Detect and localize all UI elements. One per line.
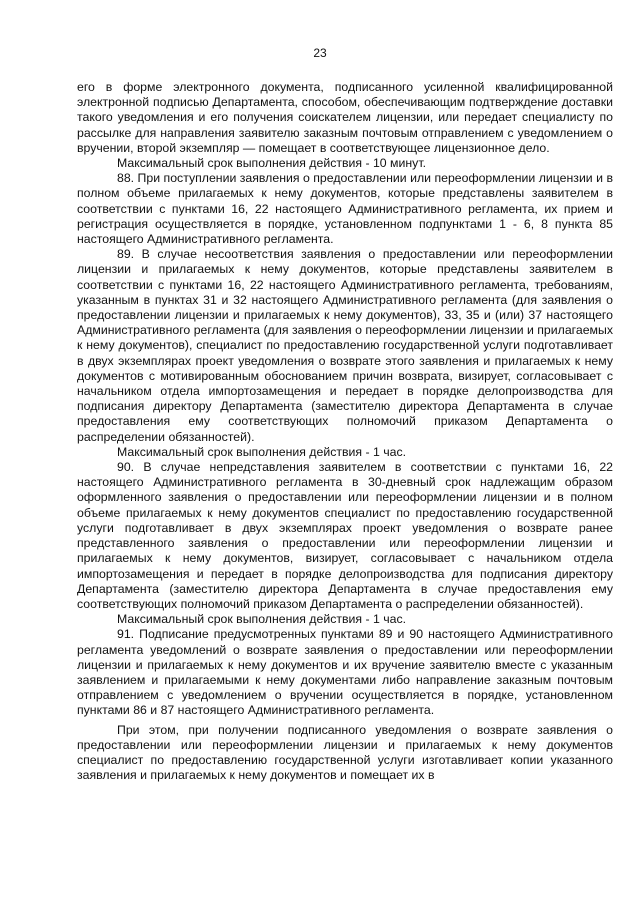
document-body (77, 80, 613, 783)
paragraph: Максимальный срок выполнения действия - 10 минут. (117, 156, 427, 171)
paragraph: 88. При поступлении заявления о предоставлении или переоформлении лицензии и в полном объеме прилагаемых к нему документов, которые представлены заявителем в соответствии с пунктами 16, 22 настоящего Административного регламента, их прием и регистрация осуществляется в порядке, установленном подпунктами 1 - 6, 8 пункта 85 настоящего Административного регламента. (77, 171, 613, 247)
page-number: 23 (313, 46, 327, 60)
paragraph: При этом, при получении подписанного уведомления о возврате заявления о предоставлении или переоформлении лицензии и прилагаемых к нему документов специалист по предоставлению государственной услуги изготавливает копии указанного заявления и прилагаемых к нему документов и помещает их в (77, 722, 613, 783)
paragraph: Максимальный срок выполнения действия - 1 час. (117, 444, 407, 459)
paragraph: 91. Подписание предусмотренных пунктами 89 и 90 настоящего Административного регламента уведомлений о возврате заявления о предоставлении или переоформлении лицензии и прилагаемых к нему документов и их вручение заявителю вместе с указанным заявлением и прилагаемыми к нему документами либо направление заказным почтовым отправлением с уведомлением о вручении осуществляется в порядке, установленном пунктами 86 и 87 настоящего Административного регламента. (77, 627, 613, 718)
paragraph: Максимальный срок выполнения действия - 1 час. (117, 612, 407, 627)
paragraph: 90. В случае непредставления заявителем в соответствии с пунктами 16, 22 настоящего Административного регламента в 30-дневный срок надлежащим образом оформленного заявления о предоставлении или переоформлении лицензии и в полном объеме прилагаемых к нему документов специалист по предоставлению государственной услуги подготавливает в двух экземплярах проект уведомления о возврате ранее представленного заявления о предоставлении или переоформлении лицензии и прилагаемых к нему документов, визирует, согласовывает с начальником отдела импортозамещения и передает в порядке делопроизводства для подписания директору Департамента (заместителю директора Департамента в случае предоставления ему соответствующих полномочий приказом Департамента о распределении обязанностей). (77, 460, 613, 611)
paragraph: его в форме электронного документа, подписанного усиленной квалифицированной электронной подписью Департамента, способом, обеспечивающим подтверждение доставки такого уведомления и его получения соискателем лицензии, или передает специалисту по рассылке для направления заявителю заказным почтовым отправлением с уведомлением о вручении, второй экземпляр — помещает в соответствующее лицензионное дело. (77, 80, 613, 155)
paragraph: 89. В случае несоответствия заявления о предоставлении или переоформлении лицензии и прилагаемых к нему документов, которые представлены заявителем в соответствии с пунктами 16, 22 настоящего Административного регламента, требованиям, указанным в пунктах 31 и 32 настоящего Административного регламента (для заявления о предоставлении лицензии и прилагаемых к нему документов), 33, 35 и (или) 37 настоящего Административного регламента (для заявления о переоформлении лицензии и прилагаемых к нему документов), специалист по предоставлению государственной услуги подготавливает в двух экземплярах проект уведомления о возврате этого заявления и прилагаемых к нему документов с мотивированным обоснованием причин возврата, визирует, согласовывает с начальником отдела импортозамещения и передает в порядке делопроизводства для подписания директору Департамента (заместителю директора Департамента в случае предоставления ему соответствующих полномочий приказом Департамента о распределении обязанностей). (77, 247, 613, 444)
